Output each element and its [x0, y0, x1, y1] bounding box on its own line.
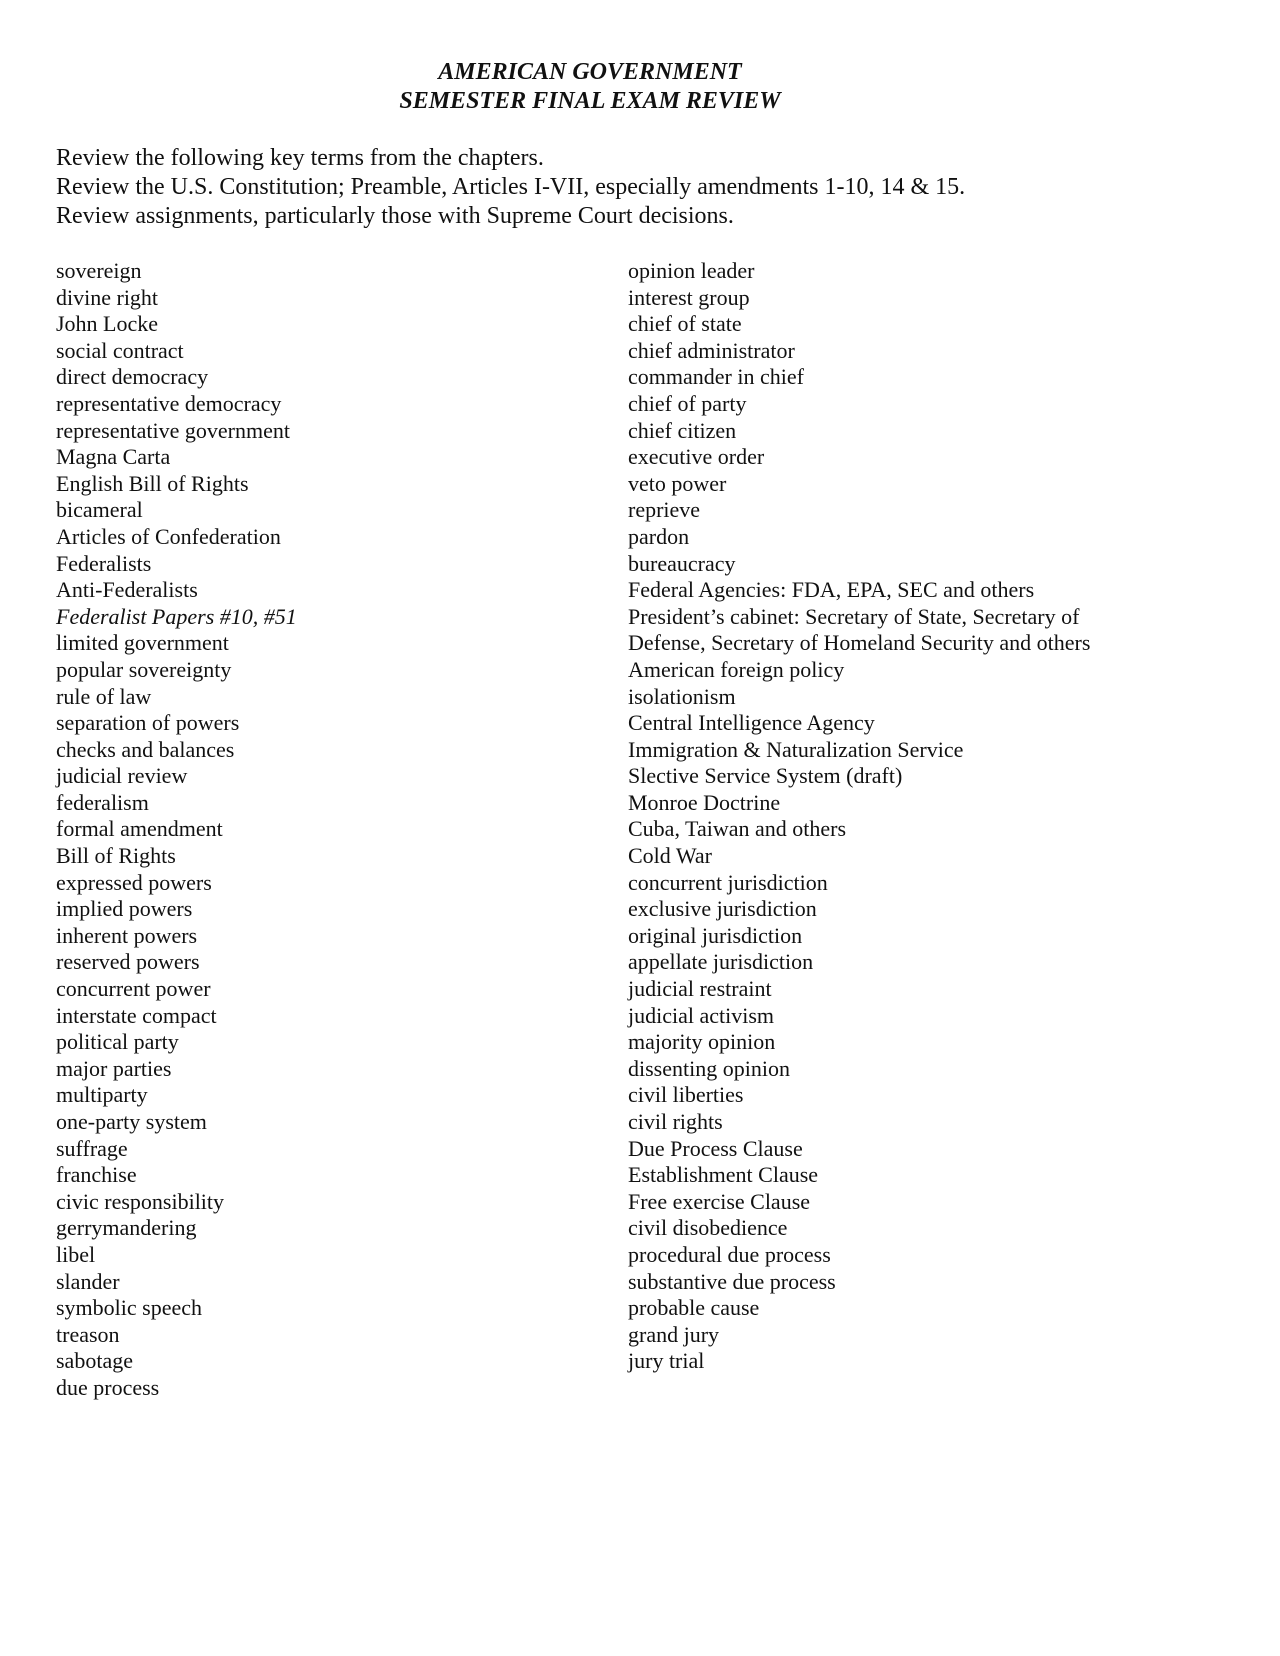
term-item: civic responsibility	[56, 1188, 225, 1214]
term-item: major parties	[56, 1055, 172, 1081]
term-item: suffrage	[56, 1135, 128, 1161]
term-item: due process	[56, 1374, 160, 1400]
term-item: Cold War	[628, 843, 712, 869]
term-item: isolationism	[628, 683, 736, 709]
term-item: majority opinion	[628, 1029, 776, 1055]
term-item: representative government	[56, 417, 290, 443]
term-item: franchise	[56, 1162, 137, 1188]
terms-list-right	[628, 258, 1228, 1375]
term-item: divine right	[56, 284, 159, 310]
term-item: rule of law	[56, 683, 152, 709]
term-item: judicial review	[56, 763, 188, 789]
instruction-line: Review the U.S. Constitution; Preamble, Articles I-VII, especially amendments 1-10, 14 & 15.	[56, 174, 966, 200]
term-item: multiparty	[56, 1082, 148, 1108]
term-item: Central Intelligence Agency	[628, 710, 875, 736]
term-item: dissenting opinion	[628, 1055, 790, 1081]
term-item: Articles of Confederation	[56, 523, 281, 549]
term-item: Magna Carta	[56, 444, 171, 470]
term-item: Monroe Doctrine	[628, 789, 781, 815]
terms-list-left	[56, 258, 596, 1402]
term-item: civil disobedience	[628, 1215, 788, 1241]
term-item: Defense, Secretary of Homeland Security and others	[628, 630, 1091, 656]
term-item: pardon	[628, 523, 690, 549]
term-item: one-party system	[56, 1109, 207, 1134]
term-item: sovereign	[56, 258, 142, 283]
term-item: libel	[56, 1241, 96, 1267]
term-item: Immigration & Naturalization Service	[628, 736, 964, 762]
term-item: interest group	[628, 284, 750, 310]
term-item: treason	[56, 1321, 120, 1347]
term-item: American foreign policy	[628, 656, 845, 682]
term-item: chief of state	[628, 311, 742, 337]
term-item: reserved powers	[56, 949, 200, 975]
term-item: social contract	[56, 337, 184, 363]
term-item: checks and balances	[56, 736, 235, 762]
term-item: judicial activism	[628, 1002, 775, 1028]
term-item: Due Process Clause	[628, 1135, 803, 1161]
term-item: Establishment Clause	[628, 1162, 819, 1188]
term-item: limited government	[56, 630, 229, 656]
term-item: procedural due process	[628, 1241, 831, 1267]
term-item: formal amendment	[56, 816, 223, 842]
term-item: Federal Agencies: FDA, EPA, SEC and others	[628, 577, 1035, 603]
term-item: original jurisdiction	[628, 922, 803, 948]
document-title: AMERICAN GOVERNMENT	[438, 59, 742, 85]
term-item: President’s cabinet: Secretary of State, Secretary of	[628, 603, 1080, 629]
term-item: John Locke	[56, 311, 159, 337]
term-item: probable cause	[628, 1295, 760, 1321]
term-item: appellate jurisdiction	[628, 949, 814, 975]
term-item: implied powers	[56, 896, 193, 922]
term-item: inherent powers	[56, 922, 198, 948]
term-item: gerrymandering	[56, 1215, 197, 1241]
term-item: expressed powers	[56, 869, 212, 895]
term-item: executive order	[628, 444, 765, 470]
term-item: sabotage	[56, 1348, 133, 1374]
term-item: symbolic speech	[56, 1295, 203, 1321]
term-item: concurrent jurisdiction	[628, 869, 828, 895]
document-subtitle: SEMESTER FINAL EXAM REVIEW	[399, 88, 781, 114]
term-item: Federalist Papers #10, #51	[56, 603, 297, 629]
term-item: popular sovereignty	[56, 656, 232, 682]
term-item: bicameral	[56, 497, 143, 523]
term-item: exclusive jurisdiction	[628, 896, 817, 922]
term-item: representative democracy	[56, 390, 282, 416]
term-item: chief of party	[628, 390, 747, 416]
term-item: substantive due process	[628, 1268, 836, 1294]
term-item: chief citizen	[628, 417, 737, 443]
term-item: Federalists	[56, 550, 152, 576]
instruction-line: Review assignments, particularly those with Supreme Court decisions.	[56, 203, 734, 229]
term-item: civil rights	[628, 1109, 723, 1134]
term-item: concurrent power	[56, 976, 211, 1002]
term-item: Slective Service System (draft)	[628, 763, 903, 789]
term-item: separation of powers	[56, 710, 240, 736]
instructions-block	[56, 144, 1206, 231]
term-item: jury trial	[628, 1348, 705, 1374]
term-item: commander in chief	[628, 364, 804, 390]
instruction-line: Review the following key terms from the chapters.	[56, 145, 544, 171]
term-item: grand jury	[628, 1321, 720, 1347]
term-item: veto power	[628, 470, 727, 496]
term-item: Free exercise Clause	[628, 1188, 811, 1214]
term-item: Cuba, Taiwan and others	[628, 816, 847, 842]
term-item: judicial restraint	[628, 976, 772, 1002]
term-item: civil liberties	[628, 1082, 744, 1108]
term-item: political party	[56, 1029, 179, 1055]
term-item: federalism	[56, 789, 149, 815]
term-item: bureaucracy	[628, 550, 736, 576]
term-item: interstate compact	[56, 1002, 217, 1028]
term-item: chief administrator	[628, 337, 795, 363]
term-item: Anti-Federalists	[56, 577, 198, 603]
term-item: reprieve	[628, 497, 701, 523]
term-item: slander	[56, 1268, 120, 1294]
term-item: English Bill of Rights	[56, 470, 249, 496]
term-item: opinion leader	[628, 258, 755, 283]
term-item: direct democracy	[56, 364, 209, 390]
term-item: Bill of Rights	[56, 843, 176, 869]
